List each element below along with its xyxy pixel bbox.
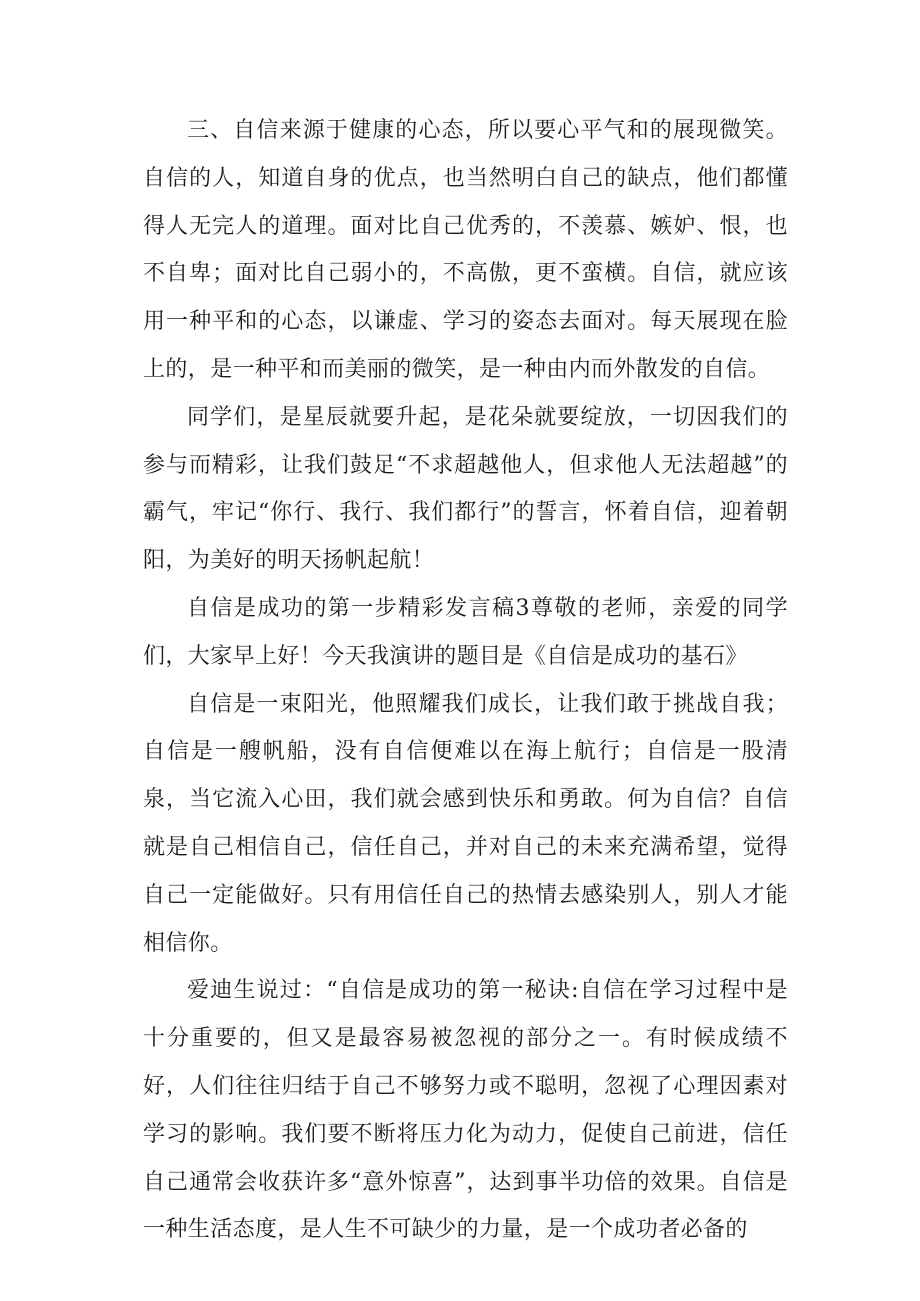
paragraph-classmates-call: 同学们，是星辰就要升起，是花朵就要绽放，一切因我们的参与而精彩，让我们鼓足“不求超越他人，但求他人无法超越”的霸气，牢记“你行、我行、我们都行”的誓言，怀着自信，迎着朝阳，为美好的明天扬帆起航！ bbox=[143, 404, 788, 574]
document-body bbox=[143, 107, 788, 1254]
paragraph-confidence-sunshine: 自信是一束阳光，他照耀我们成长，让我们敢于挑战自我；自信是一艘帆船，没有自信便难以在海上航行；自信是一股清泉，当它流入心田，我们就会感到快乐和勇敢。何为自信？自信就是自己相信自己，信任自己，并对自己的未来充满希望，觉得自己一定能做好。只有用信任自己的热情去感染别人，别人才能相信你。 bbox=[143, 691, 788, 956]
paragraph-edison-quote: 爱迪生说过：“自信是成功的第一秘诀:自信在学习过程中是十分重要的，但又是最容易被忽视的部分之一。有时候成绩不好，人们往往归结于自己不够努力或不聪明，忽视了心理因素对学习的影响。我们要不断将压力化为动力，促使自己前进，信任自己通常会收获许多“意外惊喜”，达到事半功倍的效果。自信是一种生活态度，是人生不可缺少的力量，是一个成功者必备的 bbox=[143, 978, 788, 1243]
paragraph-confidence-mindset: 三、自信来源于健康的心态，所以要心平气和的展现微笑。自信的人，知道自身的优点，也当然明白自己的缺点，他们都懂得人无完人的道理。面对比自己优秀的，不羡慕、嫉妒、恨，也不自卑；面对比自己弱小的，不高傲，更不蛮横。自信，就应该用一种平和的心态，以谦虚、学习的姿态去面对。每天展现在脸上的，是一种平和而美丽的微笑，是一种由内而外散发的自信。 bbox=[143, 118, 788, 382]
paragraph-speech-title: 自信是成功的第一步精彩发言稿3尊敬的老师，亲爱的同学们，大家早上好！今天我演讲的题目是《自信是成功的基石》 bbox=[143, 595, 788, 669]
